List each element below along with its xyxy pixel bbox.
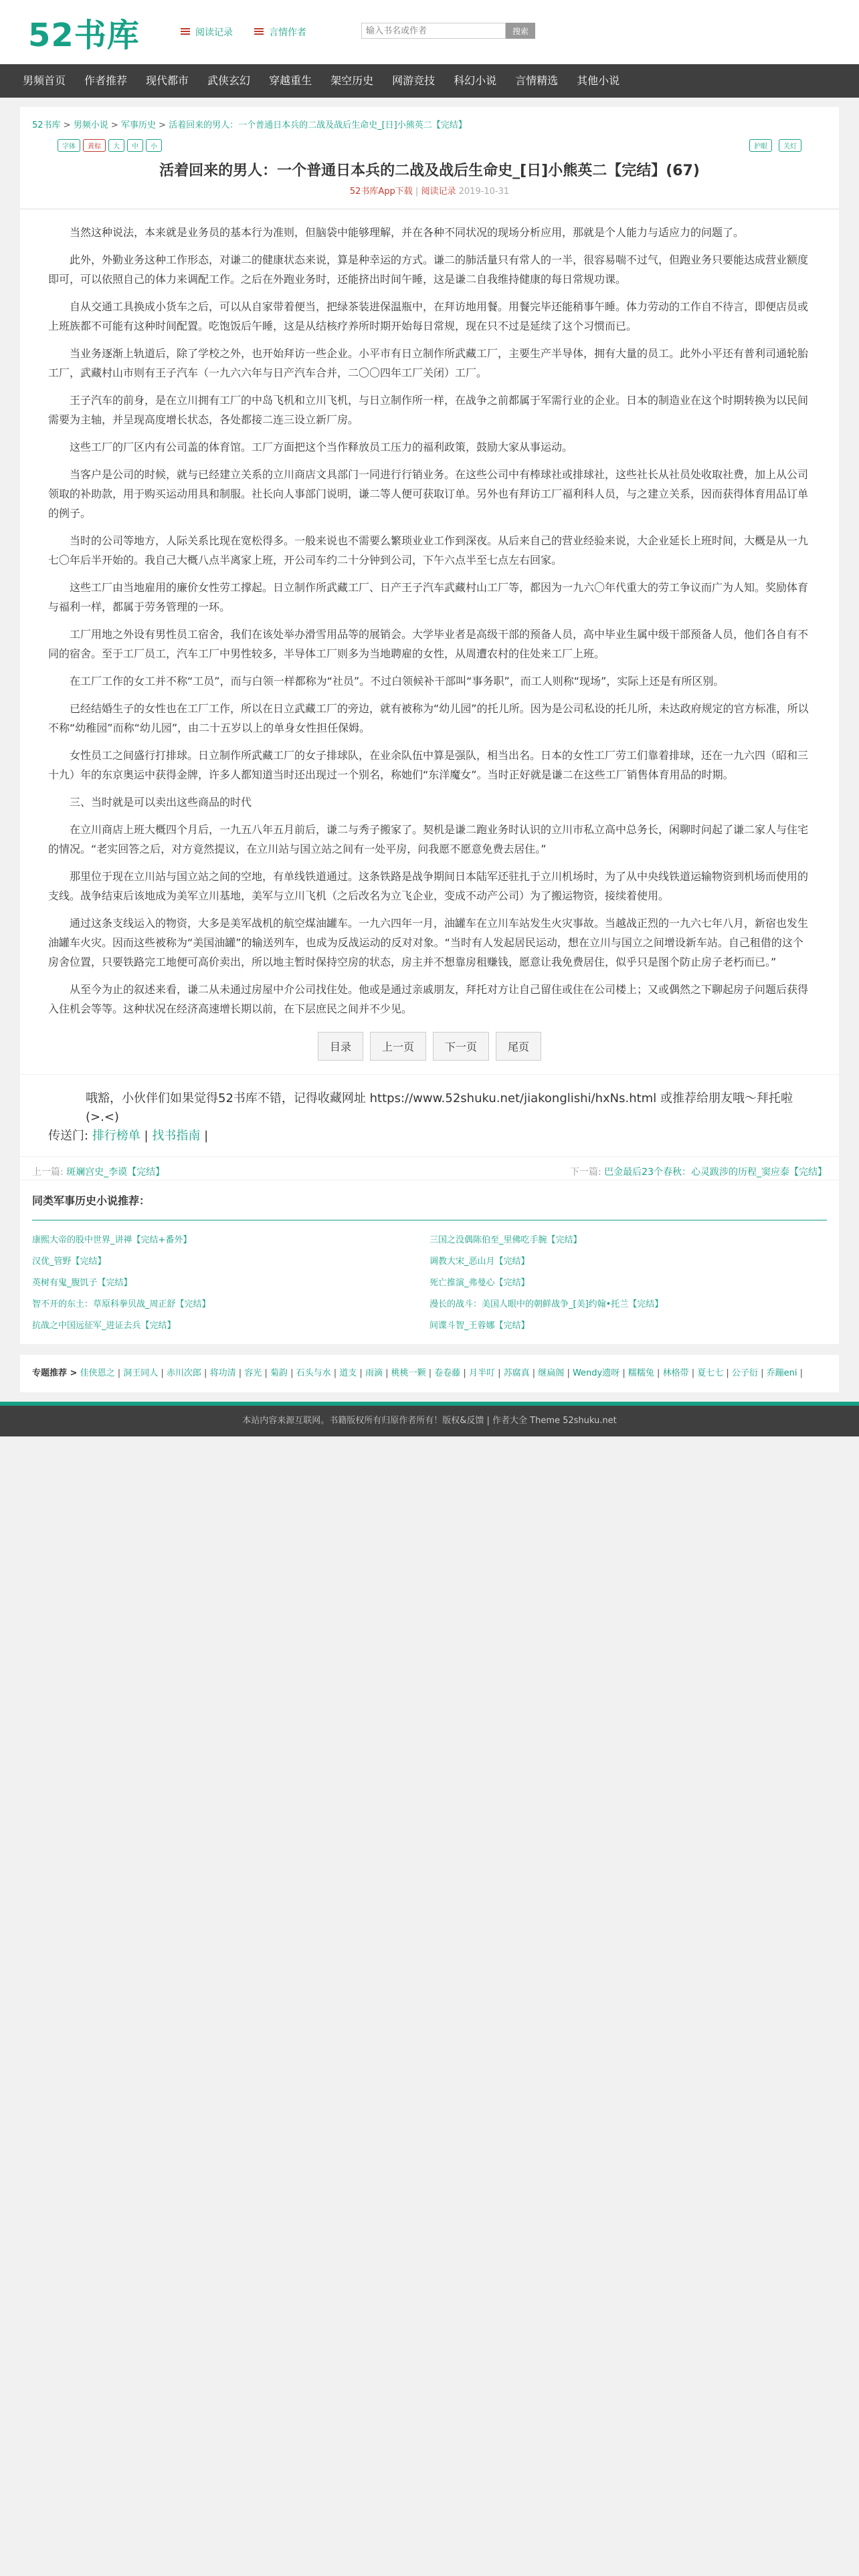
lights-off-button[interactable]: 关灯 bbox=[779, 139, 801, 152]
font-large-button[interactable]: 大 bbox=[108, 139, 124, 152]
topic-link[interactable]: 糯糯兔 bbox=[628, 1368, 654, 1378]
site-header bbox=[0, 0, 859, 64]
chapter-pager bbox=[20, 1027, 839, 1074]
topic-link[interactable]: 菊韵 bbox=[270, 1368, 288, 1378]
search-button[interactable]: 搜索 bbox=[506, 23, 535, 39]
read-record-link[interactable] bbox=[181, 25, 233, 39]
read-record-label: 阅读记录 bbox=[195, 27, 233, 38]
topic-link[interactable]: 洞王同人 bbox=[123, 1368, 159, 1378]
related-book-link[interactable]: 死亡推演_弗曼心【完结】 bbox=[430, 1278, 530, 1288]
topic-link[interactable]: Wendy遗呀 bbox=[572, 1368, 620, 1378]
search-input[interactable] bbox=[361, 23, 506, 39]
paragraph: 女性员工之间盛行打排球。日立制作所武藏工厂的女子排球队，在业余队伍中算是强队，相当出名。日本的女性工厂劳工们靠着排球，还在一九六四（昭和三十九）年的东京奥运中获得金牌，许多人都知道当时还出现过一个别名，称她们“东洋魔女”。当时正好就是谦二在这些工厂销售体育用品的时期。 bbox=[48, 749, 809, 781]
topic-link[interactable]: 夏七七 bbox=[697, 1368, 724, 1378]
tip-text: 哦豁，小伙伴们如果觉得52书库不错，记得收藏网址 https://www.52shuku.net/jiakonglishi/hxNs.html 或推荐给朋友哦～拜托啦 (>.<) bbox=[86, 1091, 793, 1124]
topic-link[interactable]: 将功清 bbox=[209, 1368, 236, 1378]
paragraph: 三、当时就是可以卖出这些商品的时代 bbox=[70, 796, 252, 809]
font-button[interactable]: 字体 bbox=[58, 139, 80, 152]
paragraph: 当时的公司等地方，人际关系比现在宽松得多。一般来说也不需要么繁琐业业工作到深夜。从后来自己的营业经验来说，大企业延长上班时间，大概是从一九七〇年后半开始的。我自己大概八点半离家上班，开公司车约二十分钟到公司，下午六点半至七点左右回家。 bbox=[48, 534, 809, 566]
prev-book-link[interactable]: 斑斓宫史_李谟【完结】 bbox=[66, 1167, 165, 1178]
font-small-button[interactable]: 小 bbox=[146, 139, 162, 152]
list-icon bbox=[181, 28, 190, 36]
topics-label: 专题推荐 > bbox=[32, 1368, 78, 1378]
chapter-title: 活着回来的男人：一个普通日本兵的二战及战后生命史_[日]小熊英二【完结】(67) bbox=[159, 163, 700, 179]
prev-page-button[interactable]: 上一页 bbox=[370, 1032, 426, 1061]
topic-link[interactable]: 雨滴 bbox=[365, 1368, 383, 1378]
breadcrumb-cat1[interactable]: 男频小说 bbox=[73, 120, 108, 130]
next-book-link[interactable]: 巴金最后23个春秋：心灵跋涉的历程_窦应泰【完结】 bbox=[604, 1167, 827, 1178]
topic-link[interactable]: 公子衍 bbox=[731, 1368, 758, 1378]
related-book-link[interactable]: 康熙大帝的股中世界_讲禅【完结+番外】 bbox=[32, 1235, 192, 1245]
topic-link[interactable]: 桃桃一颗 bbox=[391, 1368, 426, 1378]
topic-link[interactable]: 容光 bbox=[244, 1368, 262, 1378]
related-book-link[interactable]: 间谍斗智_王蓉娜【完结】 bbox=[430, 1321, 530, 1331]
paragraph: 这些工厂由当地雇用的廉价女性劳工撑起。日立制作所武藏工厂、日产王子汽车武藏村山工厂等，都因为一九六〇年代重大的劳工争议而广为人知。奖励体育与福利一样，都属于劳务管理的一环。 bbox=[48, 581, 809, 613]
nav-item[interactable]: 作者推荐 bbox=[84, 74, 128, 87]
paragraph: 通过这条支线运入的物资，大多是美军战机的航空煤油罐车。一九六四年一月，油罐车在立川车站发生火灾事故。当越战正烈的一九六七年八月，新宿也发生油罐车火灾。因而这些被称为“美国油罐”的输送列车，也成为反战运动的反对对象。“当时有人发起居民运动，想在立川与国立之间增设新车站。自己租借的这个房舍位置，只要铁路完工地便可高价卖出，所以地主暂时保持空房的状态，房主并不想靠房租赚钱，愿意让我免费居住，似乎只是图个防止房子老朽而已。” bbox=[48, 917, 809, 968]
topic-link[interactable]: 道支 bbox=[339, 1368, 357, 1378]
topic-link[interactable]: 赤川次郎 bbox=[166, 1368, 201, 1378]
eye-care-button[interactable]: 护眼 bbox=[749, 139, 772, 152]
topic-link[interactable]: 佳侠恩之 bbox=[80, 1368, 115, 1378]
bookmark-tip bbox=[20, 1074, 839, 1146]
read-record-meta-link[interactable]: 阅读记录 bbox=[421, 187, 456, 197]
paragraph: 从至今为止的叙述来看，谦二从未通过房屋中介公司找住处。他或是通过亲戚朋友，拜托对方让自己留住或住在公司楼上；又或偶然之下聊起房子问题后获得入住机会等等。这种状况在经济高速增长期以前，在下层庶民之间并不少见。 bbox=[48, 983, 809, 1015]
toc-button[interactable]: 目录 bbox=[318, 1032, 363, 1061]
paragraph: 工厂用地之外设有男性员工宿舍，我们在该处举办滑雪用品等的展销会。大学毕业者是高级干部的预备人员，高中毕业生属中级干部预备人员，他们各自有不同的宿舍。至于工厂员工，汽车工厂中男性较多，半导体工厂则多为当地聘雇的女性，从周遭农村的住处来工厂上班。 bbox=[48, 628, 809, 660]
related-books bbox=[20, 1180, 839, 1344]
related-book-link[interactable]: 英树有鬼_腹饥子【完结】 bbox=[32, 1278, 132, 1288]
nav-item[interactable]: 言情精选 bbox=[515, 74, 559, 87]
breadcrumb-home[interactable]: 52书库 bbox=[32, 120, 61, 130]
paragraph: 已经结婚生子的女性也在工厂工作，所以在日立武藏工厂的旁边，就有被称为“幼儿园”的托儿所。因为是公司私设的托儿所，未达政府规定的官方标准，所以不称“幼稚园”而称“幼儿园”，由二十五岁以上的单身女性担任保姆。 bbox=[48, 702, 809, 734]
writer-label: 言情作者 bbox=[269, 27, 306, 38]
paragraph: 此外，外勤业务这种工作形态，对谦二的健康状态来说，算是种幸运的方式。谦二的肺活量只有常人的一半，很容易喘不过气，但跑业务只要能达成营业额度即可，可以依照自己的体力来调配工作。之后在外跑业务时，还能挤出时间午睡，这是谦二自我维持健康的每日常规功课。 bbox=[48, 253, 809, 286]
portal-separator: | bbox=[144, 1129, 149, 1143]
chapter-container bbox=[20, 107, 839, 1344]
chapter-meta bbox=[20, 184, 839, 209]
topic-link[interactable]: 月半叮 bbox=[468, 1368, 495, 1378]
nav-item[interactable]: 架空历史 bbox=[330, 74, 374, 87]
prev-next-bar bbox=[20, 1156, 839, 1180]
portal-links bbox=[48, 1127, 811, 1146]
search-form bbox=[361, 23, 535, 39]
site-footer bbox=[0, 1402, 859, 1436]
main-nav bbox=[0, 64, 859, 98]
next-label: 下一篇: bbox=[570, 1167, 601, 1178]
topic-link[interactable]: 林格带 bbox=[662, 1368, 689, 1378]
nav-item[interactable]: 现代都市 bbox=[146, 74, 189, 87]
breadcrumb-book[interactable]: 活着回来的男人：一个普通日本兵的二战及战后生命史_[日]小熊英二【完结】 bbox=[169, 120, 467, 130]
nav-item[interactable]: 其他小说 bbox=[577, 74, 620, 87]
writer-link[interactable] bbox=[254, 25, 306, 39]
paragraph: 那里位于现在立川站与国立站之间的空地，有单线铁道通过。这条铁路是战争期间日本陆军还驻扎于立川机场时，为了从中央线铁道运输物资到机场而使用的支线。战争结束后该地成为美军立川基地，美军与立川飞机（之后改名为立飞企业，变成不动产公司）为了搬运物资，接续着使用。 bbox=[48, 870, 809, 902]
topic-link[interactable]: 石头与水 bbox=[296, 1368, 331, 1378]
publish-date: 2019-10-31 bbox=[458, 187, 510, 197]
meta-separator: | bbox=[415, 187, 419, 197]
reader-toolbar bbox=[20, 135, 839, 154]
chapter-content bbox=[20, 209, 839, 1018]
paragraph: 当客户是公司的时候，就与已经建立关系的立川商店文具部门一同进行行销业务。在这些公司中有棒球社或排球社，这些社长从社员处收取社费，加上从公司领取的补助款，用于购买运动用具和制服。社长向人事部门说明，谦二等人便可获取订单。另外也有拜访工厂福利科人员，与之建立关系，因而获得体育用品订单的例子。 bbox=[48, 468, 809, 520]
site-logo[interactable]: 52书库 bbox=[28, 17, 140, 54]
nav-item[interactable]: 武侠玄幻 bbox=[207, 74, 251, 87]
topic-link[interactable]: 乔蹦eni bbox=[766, 1368, 797, 1378]
paragraph: 王子汽车的前身，是在立川拥有工厂的中岛飞机和立川飞机，与日立制作所一样，在战争之前都属于军需行业的企业。日本的制造业在这个时期转换为以民间需要为主轴，并呈现高度增长状态，各处都接二连三设立新厂房。 bbox=[48, 394, 809, 426]
rank-link[interactable]: 排行榜单 bbox=[92, 1129, 140, 1143]
related-book-link[interactable]: 抗战之中国远征军_进证去兵【完结】 bbox=[32, 1321, 176, 1331]
nav-item[interactable]: 穿越重生 bbox=[269, 74, 312, 87]
portal-separator: | bbox=[204, 1129, 209, 1143]
related-book-link[interactable]: 调教大宋_恶山月【完结】 bbox=[430, 1257, 530, 1267]
guide-link[interactable]: 找书指南 bbox=[152, 1129, 201, 1143]
last-page-button[interactable]: 尾页 bbox=[496, 1032, 541, 1061]
app-download-link[interactable]: 52书库App下载 bbox=[349, 187, 413, 197]
font-medium-button[interactable]: 中 bbox=[127, 139, 143, 152]
topic-recommendations: 专题推荐 > 佳侠恩之 | 洞王同人 | 赤川次郎 | 将功清 | 容光 | 菊韵 | 石头与水 | 道支 | 雨滴 | 桃桃一颗 | 卷卷藤 | 月半叮 | 苏腐真 | 继扁阁 | Wendy遗呀 | 糯糯兔 | 林格带 | 夏七七 | 公子衍 | 乔蹦eni | bbox=[20, 1355, 839, 1392]
list-icon bbox=[254, 28, 264, 36]
next-page-button[interactable]: 下一页 bbox=[433, 1032, 489, 1061]
topic-link[interactable]: 苏腐真 bbox=[503, 1368, 530, 1378]
related-book-link[interactable]: 漫长的战斗：美国人眼中的朝鲜战争_[美]约翰•托兰【完结】 bbox=[430, 1299, 664, 1309]
topic-link[interactable]: 继扁阁 bbox=[538, 1368, 565, 1378]
portal-label: 传送门: bbox=[48, 1129, 89, 1143]
paragraph: 在工厂工作的女工并不称“工员”，而与白领一样都称为“社员”。不过白领候补干部叫“事务职”，而工人则称“现场”，实际上还是有所区别。 bbox=[70, 675, 725, 687]
nav-item[interactable]: 科幻小说 bbox=[454, 74, 497, 87]
related-book-link[interactable]: 智不开的东土：草原科拳贝战_周正舒【完结】 bbox=[32, 1299, 211, 1309]
prev-label: 上一篇: bbox=[32, 1167, 64, 1178]
footer-text: 本站内容来源互联网。书籍版权所有归原作者所有！版权&反馈 | 作者大全 Theme 52shuku.net bbox=[242, 1416, 617, 1426]
breadcrumb-cat2[interactable]: 军事历史 bbox=[120, 120, 156, 130]
breadcrumb: 52书库 > 男频小说 > 军事历史 > 活着回来的男人：一个普通日本兵的二战及战后生命史_[日]小熊英二【完结】 bbox=[32, 120, 467, 130]
related-book-link[interactable]: 三国之没偶陈伯至_里佛吃手腕【完结】 bbox=[430, 1235, 582, 1245]
paragraph: 当业务逐渐上轨道后，除了学校之外，也开始拜访一些企业。小平市有日立制作所武藏工厂，主要生产半导体，拥有大量的员工。此外小平还有普利司通轮胎工厂，武藏村山市则有王子汽车（一九六六年与日产汽车合并，二〇〇四年工厂关闭）工厂。 bbox=[48, 347, 809, 379]
nav-item[interactable]: 男频首页 bbox=[23, 74, 66, 87]
theme-button[interactable]: 黄棕 bbox=[83, 139, 106, 152]
related-book-link[interactable]: 汉优_管野【完结】 bbox=[32, 1257, 106, 1267]
paragraph: 这些工厂的厂区内有公司盖的体育馆。工厂方面把这个当作释放员工压力的福利政策，鼓励大家从事运动。 bbox=[70, 441, 573, 453]
paragraph: 自从交通工具换成小货车之后，可以从自家带着便当，把绿茶装进保温瓶中，在拜访地用餐。用餐完毕还能稍事午睡。体力劳动的工作自不待言，即便店员或上班族都不可能有这种时间配置。吃饱饭后午睡，这是从结核疗养所时期开始每日常规，现在只不过是延续了这个习惯而已。 bbox=[48, 300, 809, 332]
paragraph: 在立川商店上班大概四个月后，一九五八年五月前后，谦二与秀子搬家了。契机是谦二跑业务时认识的立川市私立高中总务长，闲聊时问起了谦二家人与住宅的情况。“老实回答之后，对方竟然提议，在立川站与国立站之间有一处平房，问我愿不愿意免费去居住。” bbox=[48, 823, 809, 855]
topic-link[interactable]: 卷卷藤 bbox=[434, 1368, 461, 1378]
paragraph: 当然这种说法，本来就是业务员的基本行为准则，但脑袋中能够理解，并在各种不同状况的现场分析应用，那就是个人能力与适应力的问题了。 bbox=[70, 226, 745, 239]
nav-item[interactable]: 网游竞技 bbox=[392, 74, 436, 87]
related-title: 同类军事历史小说推荐： bbox=[32, 1192, 827, 1220]
